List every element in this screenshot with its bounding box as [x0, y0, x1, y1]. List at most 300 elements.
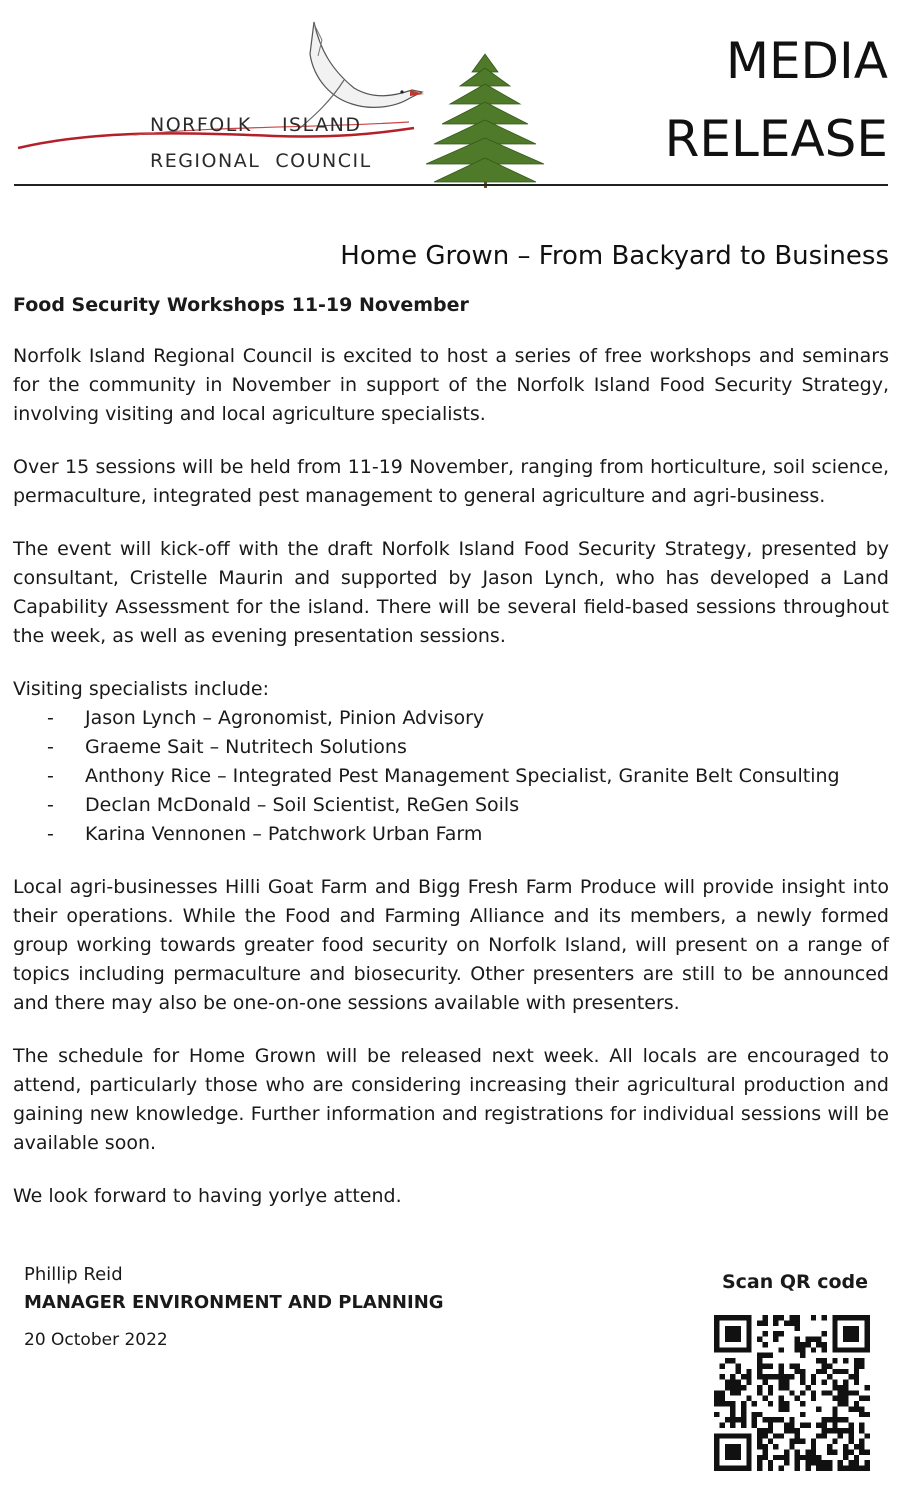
qr-module: [811, 1396, 816, 1401]
qr-module: [725, 1417, 730, 1422]
qr-module: [854, 1369, 859, 1374]
qr-module: [843, 1401, 848, 1406]
qr-module: [779, 1331, 784, 1336]
qr-module: [811, 1444, 816, 1449]
qr-module: [848, 1428, 853, 1433]
header-divider: [14, 184, 888, 186]
qr-module: [795, 1455, 800, 1460]
qr-module: [854, 1331, 859, 1336]
qr-module: [800, 1380, 805, 1385]
qr-module: [811, 1337, 816, 1342]
qr-module: [854, 1358, 859, 1363]
qr-module: [730, 1390, 735, 1395]
qr-module: [805, 1342, 810, 1347]
qr-module: [822, 1460, 827, 1465]
qr-module: [784, 1460, 789, 1465]
qr-module: [838, 1347, 843, 1352]
qr-module: [730, 1374, 735, 1379]
qr-module: [746, 1315, 751, 1320]
qr-code-graphic: [714, 1315, 870, 1471]
qr-module: [859, 1449, 864, 1454]
qr-module: [746, 1320, 751, 1325]
qr-module: [762, 1396, 767, 1401]
qr-module: [779, 1455, 784, 1460]
qr-module: [736, 1444, 741, 1449]
qr-module: [768, 1363, 773, 1368]
qr-module: [741, 1417, 746, 1422]
qr-module: [854, 1347, 859, 1352]
qr-module: [827, 1374, 832, 1379]
qr-module: [816, 1342, 821, 1347]
qr-module: [741, 1406, 746, 1411]
qr-module: [784, 1320, 789, 1325]
qr-module: [730, 1406, 735, 1411]
qr-module: [827, 1460, 832, 1465]
qr-module: [779, 1374, 784, 1379]
qr-module: [848, 1331, 853, 1336]
qr-module: [848, 1315, 853, 1320]
qr-module: [865, 1315, 870, 1320]
qr-module: [800, 1455, 805, 1460]
qr-module: [736, 1380, 741, 1385]
qr-module: [822, 1428, 827, 1433]
qr-module: [805, 1337, 810, 1342]
qr-module: [838, 1396, 843, 1401]
qr-module: [843, 1369, 848, 1374]
qr-module: [838, 1428, 843, 1433]
qr-module: [865, 1396, 870, 1401]
qr-module: [854, 1401, 859, 1406]
qr-module: [805, 1423, 810, 1428]
qr-module: [730, 1385, 735, 1390]
release-subtitle: Home Grown – From Backyard to Business: [340, 241, 889, 271]
qr-module: [714, 1460, 719, 1465]
qr-module: [865, 1466, 870, 1471]
qr-module: [730, 1412, 735, 1417]
qr-module: [773, 1444, 778, 1449]
qr-module: [714, 1342, 719, 1347]
qr-module: [714, 1433, 719, 1438]
qr-module: [789, 1417, 794, 1422]
qr-module: [719, 1423, 724, 1428]
qr-module: [795, 1396, 800, 1401]
qr-module: [838, 1369, 843, 1374]
qr-module: [865, 1412, 870, 1417]
qr-module: [714, 1326, 719, 1331]
qr-module: [800, 1439, 805, 1444]
media-release-title: [665, 22, 888, 178]
qr-module: [762, 1455, 767, 1460]
qr-module: [725, 1347, 730, 1352]
qr-module: [714, 1396, 719, 1401]
qr-module: [714, 1347, 719, 1352]
qr-module: [779, 1396, 784, 1401]
qr-module: [848, 1337, 853, 1342]
qr-module: [843, 1390, 848, 1395]
qr-module: [822, 1315, 827, 1320]
list-item: - Graeme Sait – Nutritech Solutions: [47, 736, 407, 758]
qr-module: [768, 1466, 773, 1471]
qr-module: [773, 1417, 778, 1422]
qr-module: [784, 1380, 789, 1385]
title-line-media: MEDIA: [725, 32, 888, 90]
qr-module: [773, 1331, 778, 1336]
qr-module: [816, 1358, 821, 1363]
qr-module: [854, 1460, 859, 1465]
qr-module: [784, 1428, 789, 1433]
qr-module: [762, 1444, 767, 1449]
qr-module: [865, 1337, 870, 1342]
qr-module: [752, 1417, 757, 1422]
qr-module: [768, 1428, 773, 1433]
paragraph: The event will kick-off with the draft Norfolk Island Food Security Strategy, presented by consultant, Cristelle Maurin and supported by Jason Lynch, who has developed a Land Capability Assessment for the island. There will be several field-based sessions throughout the week, as well as evening presentation sessions.: [13, 538, 889, 647]
qr-module: [725, 1326, 730, 1331]
qr-module: [736, 1455, 741, 1460]
qr-module: [730, 1466, 735, 1471]
specialists-intro: Visiting specialists include:: [13, 678, 270, 700]
qr-module: [730, 1358, 735, 1363]
qr-module: [811, 1460, 816, 1465]
qr-module: [811, 1380, 816, 1385]
qr-module: [773, 1433, 778, 1438]
qr-module: [784, 1385, 789, 1390]
qr-module: [795, 1326, 800, 1331]
qr-module: [854, 1380, 859, 1385]
qr-module: [746, 1444, 751, 1449]
qr-module: [859, 1347, 864, 1352]
qr-code-icon[interactable]: [714, 1315, 870, 1471]
qr-module: [757, 1460, 762, 1465]
qr-module: [789, 1428, 794, 1433]
qr-module: [838, 1466, 843, 1471]
qr-module: [762, 1374, 767, 1379]
qr-module: [822, 1417, 827, 1422]
qr-module: [741, 1423, 746, 1428]
qr-module: [725, 1315, 730, 1320]
qr-module: [752, 1401, 757, 1406]
qr-module: [795, 1342, 800, 1347]
qr-module: [811, 1315, 816, 1320]
qr-module: [762, 1417, 767, 1422]
qr-module: [773, 1320, 778, 1325]
council-logo: [14, 10, 574, 188]
qr-module: [746, 1455, 751, 1460]
qr-module: [746, 1396, 751, 1401]
qr-module: [838, 1433, 843, 1438]
qr-module: [816, 1423, 821, 1428]
qr-module: [795, 1347, 800, 1352]
qr-module: [832, 1380, 837, 1385]
qr-module: [811, 1439, 816, 1444]
qr-module: [865, 1433, 870, 1438]
qr-module: [779, 1406, 784, 1411]
qr-module: [779, 1369, 784, 1374]
qr-module: [741, 1433, 746, 1438]
qr-module: [795, 1363, 800, 1368]
qr-module: [795, 1433, 800, 1438]
qr-module: [865, 1320, 870, 1325]
qr-module: [736, 1466, 741, 1471]
qr-module: [848, 1326, 853, 1331]
qr-module: [838, 1401, 843, 1406]
list-item: - Karina Vennonen – Patchwork Urban Farm: [47, 823, 483, 845]
qr-module: [719, 1396, 724, 1401]
qr-module: [800, 1374, 805, 1379]
qr-module: [762, 1320, 767, 1325]
qr-module: [822, 1358, 827, 1363]
qr-module: [746, 1460, 751, 1465]
qr-module: [730, 1337, 735, 1342]
qr-module: [859, 1444, 864, 1449]
qr-module: [811, 1449, 816, 1454]
qr-module: [714, 1449, 719, 1454]
qr-module: [762, 1380, 767, 1385]
qr-module: [762, 1342, 767, 1347]
paragraph: Over 15 sessions will be held from 11-19 November, ranging from horticulture, soil science, permaculture, integrated pest management to general agriculture and agri-business.: [13, 456, 889, 507]
qr-module: [848, 1406, 853, 1411]
qr-module: [816, 1455, 821, 1460]
qr-module: [859, 1423, 864, 1428]
qr-module: [789, 1390, 794, 1395]
qr-module: [719, 1374, 724, 1379]
qr-module: [768, 1374, 773, 1379]
qr-module: [746, 1369, 751, 1374]
qr-module: [714, 1466, 719, 1471]
qr-module: [779, 1347, 784, 1352]
qr-module: [768, 1353, 773, 1358]
qr-module: [800, 1412, 805, 1417]
qr-module: [854, 1444, 859, 1449]
qr-module: [832, 1449, 837, 1454]
qr-module: [779, 1385, 784, 1390]
qr-module: [822, 1369, 827, 1374]
qr-module: [795, 1428, 800, 1433]
qr-module: [832, 1347, 837, 1352]
qr-module: [789, 1439, 794, 1444]
qr-module: [854, 1337, 859, 1342]
qr-module: [741, 1412, 746, 1417]
qr-module: [730, 1326, 735, 1331]
qr-module: [725, 1433, 730, 1438]
qr-module: [822, 1433, 827, 1438]
qr-module: [795, 1337, 800, 1342]
qr-module: [773, 1455, 778, 1460]
qr-module: [762, 1331, 767, 1336]
qr-module: [736, 1347, 741, 1352]
qr-module: [805, 1455, 810, 1460]
qr-module: [714, 1390, 719, 1395]
qr-module: [854, 1390, 859, 1395]
qr-module: [725, 1401, 730, 1406]
qr-module: [725, 1449, 730, 1454]
qr-module: [773, 1315, 778, 1320]
qr-module: [714, 1337, 719, 1342]
qr-module: [843, 1417, 848, 1422]
qr-module: [746, 1326, 751, 1331]
qr-module: [789, 1363, 794, 1368]
qr-module: [795, 1460, 800, 1465]
qr-module: [725, 1380, 730, 1385]
qr-module: [789, 1374, 794, 1379]
release-body: [13, 236, 889, 1235]
qr-module: [816, 1406, 821, 1411]
qr-module: [746, 1433, 751, 1438]
qr-module: [784, 1401, 789, 1406]
paragraph: The schedule for Home Grown will be released next week. All locals are encouraged to attend, particularly those who are considering increasing their agricultural production and gaining new knowledge. Further information and registrations for individual sessions will be available soon.: [13, 1045, 889, 1154]
qr-module: [757, 1428, 762, 1433]
qr-module: [854, 1406, 859, 1411]
qr-module: [843, 1385, 848, 1390]
qr-module: [843, 1326, 848, 1331]
qr-module: [827, 1428, 832, 1433]
qr-module: [822, 1390, 827, 1395]
qr-module: [789, 1444, 794, 1449]
qr-module: [768, 1390, 773, 1395]
qr-module: [714, 1439, 719, 1444]
signatory-name: Phillip Reid: [24, 1264, 123, 1285]
qr-module: [859, 1315, 864, 1320]
qr-module: [779, 1380, 784, 1385]
qr-module: [865, 1326, 870, 1331]
qr-module: [795, 1449, 800, 1454]
qr-module: [741, 1466, 746, 1471]
qr-module: [805, 1385, 810, 1390]
qr-module: [843, 1331, 848, 1336]
qr-module: [843, 1455, 848, 1460]
qr-module: [843, 1444, 848, 1449]
qr-module: [848, 1466, 853, 1471]
qr-module: [800, 1369, 805, 1374]
qr-module: [746, 1331, 751, 1336]
qr-module: [773, 1337, 778, 1342]
qr-module: [746, 1449, 751, 1454]
qr-module: [757, 1390, 762, 1395]
qr-module: [827, 1363, 832, 1368]
qr-module: [736, 1331, 741, 1336]
qr-module: [800, 1353, 805, 1358]
signatory-title: MANAGER ENVIRONMENT AND PLANNING: [24, 1292, 444, 1313]
qr-module: [730, 1417, 735, 1422]
qr-module: [714, 1331, 719, 1336]
list-item-text: Anthony Rice – Integrated Pest Management Specialist, Granite Belt Consulting: [85, 765, 840, 787]
qr-module: [848, 1439, 853, 1444]
qr-module: [832, 1320, 837, 1325]
qr-module: [779, 1466, 784, 1471]
qr-module: [832, 1385, 837, 1390]
qr-module: [843, 1449, 848, 1454]
qr-module: [859, 1406, 864, 1411]
qr-module: [854, 1315, 859, 1320]
qr-module: [730, 1331, 735, 1336]
qr-module: [811, 1347, 816, 1352]
qr-module: [784, 1423, 789, 1428]
qr-module: [816, 1466, 821, 1471]
qr-module: [757, 1353, 762, 1358]
qr-module: [730, 1444, 735, 1449]
qr-module: [838, 1460, 843, 1465]
qr-module: [768, 1401, 773, 1406]
qr-module: [789, 1423, 794, 1428]
qr-module: [725, 1358, 730, 1363]
qr-module: [736, 1337, 741, 1342]
qr-module: [859, 1466, 864, 1471]
qr-module: [800, 1390, 805, 1395]
qr-module: [746, 1337, 751, 1342]
qr-module: [854, 1374, 859, 1379]
qr-module: [816, 1369, 821, 1374]
qr-module: [832, 1439, 837, 1444]
qr-module: [827, 1417, 832, 1422]
qr-module: [843, 1315, 848, 1320]
qr-module: [714, 1455, 719, 1460]
qr-module: [736, 1369, 741, 1374]
release-date: 20 October 2022: [24, 1330, 168, 1350]
qr-module: [848, 1347, 853, 1352]
qr-module: [854, 1466, 859, 1471]
qr-module: [832, 1331, 837, 1336]
qr-module: [789, 1320, 794, 1325]
qr-module: [805, 1460, 810, 1465]
qr-module: [827, 1390, 832, 1395]
qr-module: [757, 1337, 762, 1342]
list-item: - Anthony Rice – Integrated Pest Management Specialist, Granite Belt Consulting: [47, 765, 840, 787]
qr-module: [768, 1417, 773, 1422]
qr-module: [714, 1315, 719, 1320]
signature-block: [24, 1262, 444, 1350]
qr-module: [865, 1347, 870, 1352]
qr-module: [725, 1444, 730, 1449]
qr-module: [757, 1385, 762, 1390]
qr-module: [757, 1363, 762, 1368]
qr-module: [762, 1433, 767, 1438]
qr-module: [832, 1428, 837, 1433]
qr-module: [822, 1363, 827, 1368]
qr-module: [865, 1449, 870, 1454]
qr-module: [762, 1315, 767, 1320]
logo-text-line2: REGIONAL COUNCIL: [150, 150, 372, 172]
qr-module: [827, 1466, 832, 1471]
qr-module: [859, 1428, 864, 1433]
qr-module: [800, 1342, 805, 1347]
qr-module: [832, 1412, 837, 1417]
qr-module: [741, 1315, 746, 1320]
qr-module: [741, 1374, 746, 1379]
qr-module: [779, 1363, 784, 1368]
qr-module: [719, 1466, 724, 1471]
qr-module: [865, 1385, 870, 1390]
qr-module: [714, 1401, 719, 1406]
qr-module: [843, 1428, 848, 1433]
qr-module: [838, 1390, 843, 1395]
qr-module: [832, 1326, 837, 1331]
qr-module: [725, 1337, 730, 1342]
qr-module: [832, 1342, 837, 1347]
qr-module: [816, 1433, 821, 1438]
specialists-list: [13, 704, 889, 849]
qr-module: [843, 1347, 848, 1352]
qr-module: [779, 1401, 784, 1406]
qr-module: [779, 1433, 784, 1438]
qr-module: [848, 1423, 853, 1428]
qr-module: [805, 1466, 810, 1471]
qr-module: [843, 1466, 848, 1471]
qr-module: [832, 1417, 837, 1422]
qr-module: [757, 1358, 762, 1363]
qr-module: [736, 1449, 741, 1454]
qr-module: [795, 1439, 800, 1444]
qr-module: [865, 1331, 870, 1336]
qr-module: [757, 1433, 762, 1438]
